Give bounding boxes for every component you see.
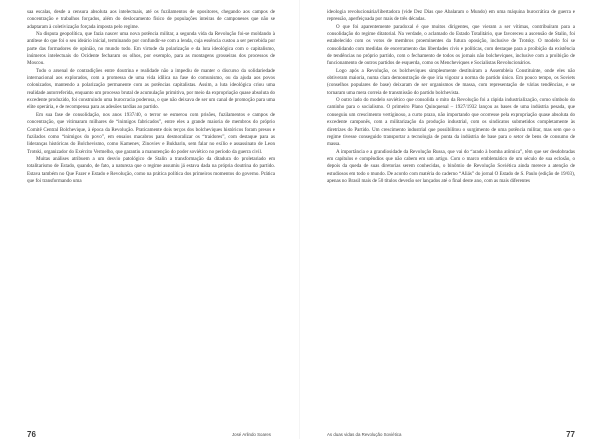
paragraph: Muitas análises atribuem a um desvio patológico de Stalin a transformação da ditadura do proletariado em totalitarismo de Estado, quando, de fato, a natureza que o regime assumiu já estava dada na própria doutrina do partido. Estava também no Que Fazer e Estado e Revolução, como na prática política dos primeiros momentos do governo. Prática que foi transformando uma [27,155,275,184]
paragraph: Logo após a Revolução, os bolcheviques simplesmente destituíram a Assembleia Constituinte, onde eles não obtiveram maioria, numa clara demonstração de que iria vigorar a norma do partido único. Em pouco tempo, os Soviets (conselhos populares de base) deixaram de ser organismos de massa, com representação de várias tendências, e se tornaram uma mera correia de transmissão do partido bolchevista. [327,67,575,96]
paragraph: O que foi aparentemente paradoxal é que muitos dirigentes, que vieram a ser vítimas, contribuíram para a consolidação do regime ditatorial. Na verdade, o aclamado do Estado Totalitário, que favoreceu a ascensão de Stalin, foi estabelecido com os votos de membros proeminentes da futura oposição, inclusive de Trotsky. O modelo foi se consolidando com medidas de encerramento das liberdades civis e políticas, com destaque para a proibição da existência de tendências no próprio partido, com o fechamento de todos os jornais não bolcheviques, inclusive com a proibição de funcionamento de outros partidos de esquerda, como os Mencheviques e Socialistas Revolucionários. [327,23,575,67]
paragraph: O outro lado do modelo soviético que consolida o mito da Revolução foi a rápida industrialização, como símbolo do caminho para o socialismo. O primeiro Plano Quinquenal – 1927/1932 lançou as bases de uma indústria pesada, que conseguiu um crescimento vertiginoso, a curto prazo, não importando que ocorresse pela expropriação quase absoluta do excedente camponês, com a militarização da produção industrial, com os sindicatos submetidos completamente às diretrizes do Partido. Um crescimento industrial que possibilitou o surgimento de uma potência militar, mas sem que o regime tivesse conseguido transportar a tecnologia de ponta da indústria de base para o setor de bens de consumo de massa. [327,97,575,148]
right-page [300,0,600,439]
paragraph: Todo o arsenal de contradições entre doutrina e realidade não a impediu de manter o discurso da solidariedade internacional aos explorados, com a promessa de uma vida idílica na fase do comunismo, ou da ajuda aos povos colonizados, mantendo a polarização permanente com as potências capitalistas. Assim, a luta ideológica criou uma realidade autorreferida, enquanto um processo brutal de acumulação primitiva, por meio da expropriação quase absoluta do excedente produzido, foi construindo uma burocracia poderosa, o que não deixava de ser um canal de promoção para uma elite operária, e de recompensa para as adesões tardias ao partido. [27,67,275,111]
paragraph: Na disputa geopolítica, que fazia nascer uma nova potência militar, a segunda vida da Revolução foi-se moldando à antítese do que foi o seu ideário inicial, terminando por confundir-se com a lenda, cuja essência custou a ser percebida por parte das formadores de opinião, no mundo todo. Em virtude da polarização e da luta ideológica com o capitalismo, inúmeros intelectuais do Ocidente fecharam os olhos, por exemplo, para as montagens grosseiras dos processos de Moscou. [27,31,275,67]
left-page [0,0,300,439]
page-number: 77 [566,430,575,439]
page-number: 76 [27,430,36,439]
paragraph: saa escalas, desde a censura absoluta aos intelectuais, até os fuzilamentos de opositores, chegando aos campos de concentração e trabalhos forçados, além do deslocamento físico de populações inteiras de camponeses que não se adaptaram à coletivização forçada imposta pelo regime. [27,9,275,30]
paragraph: Em sua fase de consolidação, nos anos 1937/40, o terror se esmerou com prisões, fuzilamentos e campos de concentração, que vitimaram milhares de “inimigos fabricados”, entre eles a grande maioria de membros do próprio Comitê Central Bolchevique, à época da Revolução. Praticamente dois terços dos bolcheviques históricos foram presos e fuzilados como “inimigos do povo”, em ensaios macabros para desmoralizar os “traidores”, com destaque para as lideranças históricas do Bolchevismo, como Kamenev, Zinoviev e Bukharin, sem falar no exílio e assassinato de Leon Trotski, organizador do Exército Vermelho, que garantiu a manutenção do poder soviético no período da guerra civil. [27,111,275,155]
running-head-author: José Arlindo Soares [231,432,271,437]
right-page-body [327,9,575,185]
running-head-title: As duas vidas da Revolução Soviética [327,432,402,437]
paragraph: A importância e a grandiosidade da Revolução Russa, que vai do “arado à bomba atômica”, têm que ser desdobradas em capítulos e compêndios que não cabem em um artigo. Com o marco emblemático de um século de sua eclosão, o depois da queda de suas diretorias serem conhecidas, o binômio de Revolução Soviética ainda merece a atenção de estudiosos em todo o mundo. De acordo com matéria do caderno “Aliás” do jornal O Estado de S. Paulo (edição de 19/03), apenas no Brasil mais de 50 títulos deverão ser lançados até o final deste ano, com as mais diferentes [327,148,575,184]
paragraph: ideologia revolucionária/libertadora (vide Dez Dias que Abalaram o Mundo) em uma máquina burocrática de guerra e repressão, aperfeiçoada por mais de três décadas. [327,9,575,23]
left-page-body [27,9,275,185]
